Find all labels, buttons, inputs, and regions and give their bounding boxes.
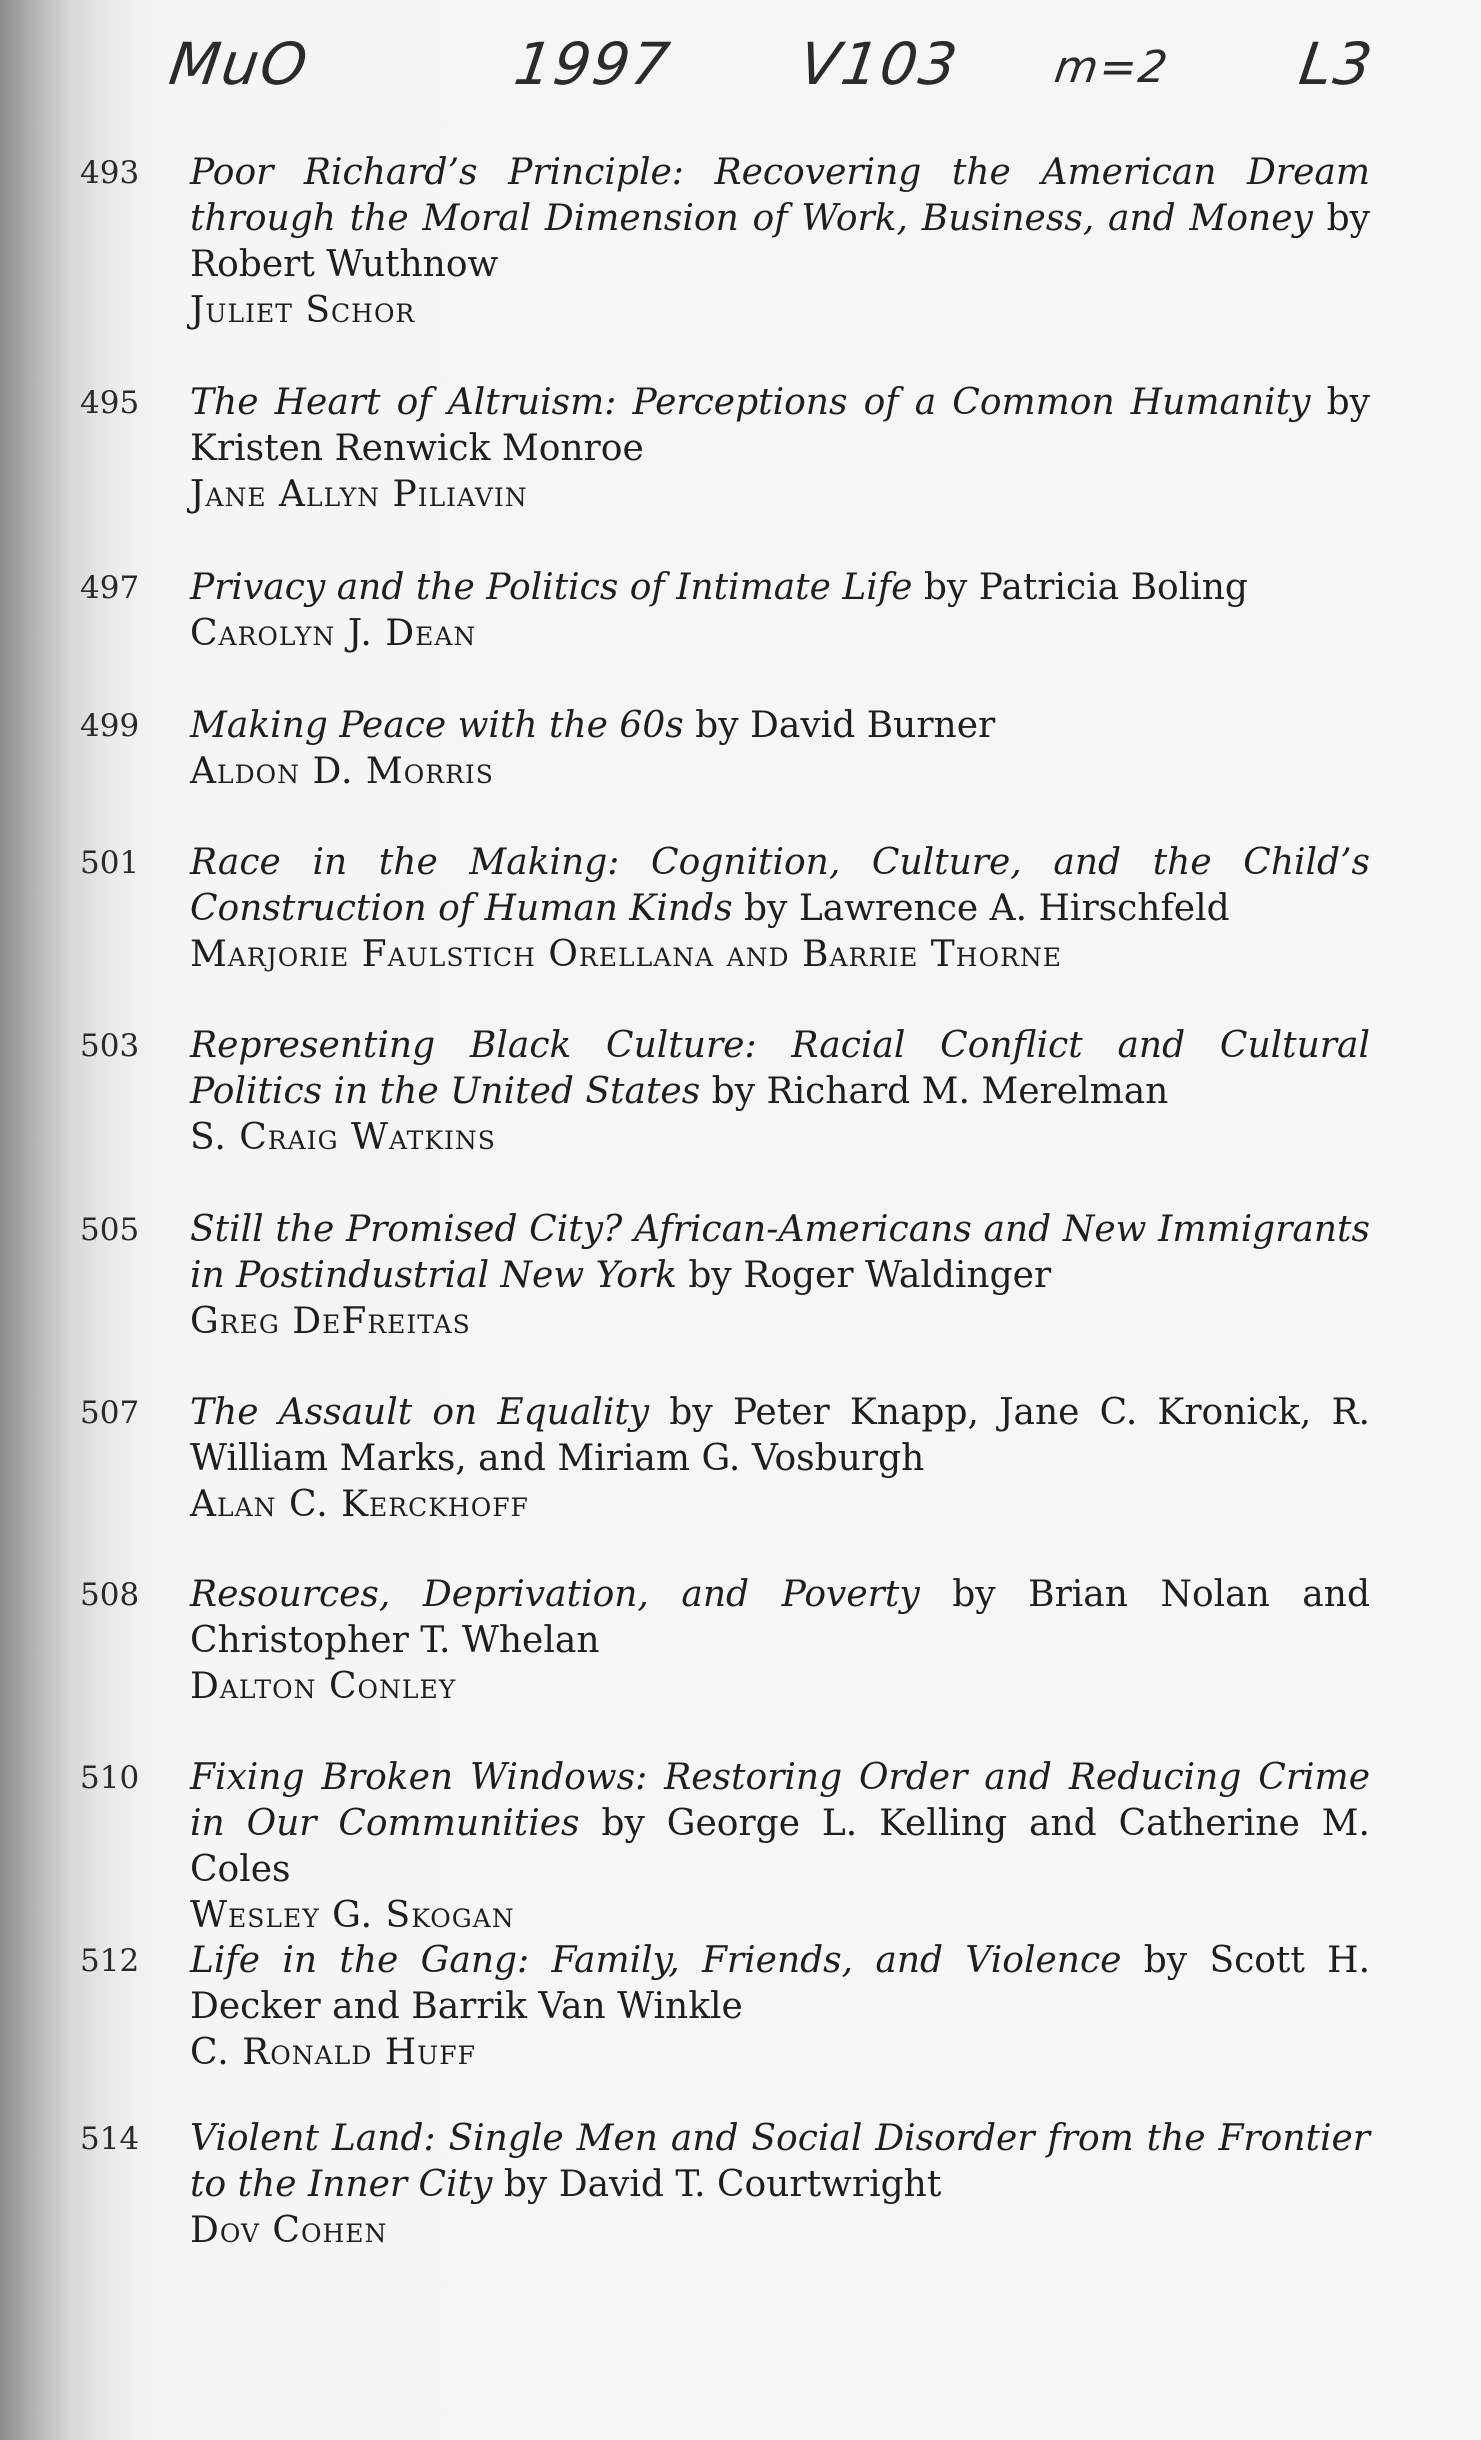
book-title: Making Peace with the 60s	[190, 705, 684, 746]
book-title: The Assault on Equality	[190, 1392, 650, 1433]
book-citation	[190, 1938, 1370, 2030]
entry-body	[190, 1572, 1370, 1710]
entry-body	[190, 2116, 1370, 2254]
book-title: The Heart of Altruism: Perceptions of a Common Humanity	[190, 382, 1311, 423]
by-word: by	[744, 888, 788, 929]
entry-body	[190, 703, 1370, 795]
by-word: by	[1326, 198, 1370, 239]
reviewer-name: Jane Allyn Piliavin	[190, 474, 528, 515]
book-author: Brian Nolan and Christopher T. Whelan	[190, 1574, 1370, 1661]
handwritten-note: 1997	[510, 30, 676, 98]
reviewer-name: Dalton Conley	[190, 1666, 457, 1707]
handwritten-note: m=2	[1051, 42, 1173, 93]
page-number: 499	[80, 708, 140, 744]
book-citation	[190, 565, 1370, 611]
entry-body	[190, 1207, 1370, 1345]
book-author: Patricia Boling	[978, 567, 1248, 608]
page-number: 512	[80, 1943, 140, 1979]
by-word: by	[688, 1255, 732, 1296]
handwritten-note: MuO	[165, 30, 314, 98]
book-author: Richard M. Merelman	[766, 1071, 1169, 1112]
book-author: Lawrence A. Hirschfeld	[798, 888, 1230, 929]
by-word: by	[695, 705, 739, 746]
entry-body	[190, 1023, 1370, 1161]
by-word: by	[503, 2164, 548, 2205]
reviewer-name: Carolyn J. Dean	[190, 613, 477, 654]
reviewer-name: Aldon D. Morris	[190, 751, 494, 792]
book-citation	[190, 703, 1370, 749]
page-number: 514	[80, 2121, 140, 2157]
by-word: by	[1326, 382, 1370, 423]
book-title: Life in the Gang: Family, Friends, and Violence	[190, 1940, 1122, 1981]
entry-body	[190, 1390, 1370, 1528]
page-number: 493	[80, 155, 140, 191]
book-title: Privacy and the Politics of Intimate Life	[190, 567, 913, 608]
page-number: 507	[80, 1395, 140, 1431]
by-word: by	[711, 1071, 756, 1112]
book-title: Poor Richard’s Principle: Recovering the American Dream through the Moral Dimension of Work, Business, and Money	[190, 152, 1370, 239]
reviewer-name: C. Ronald Huff	[190, 2032, 476, 2073]
entry-body	[190, 1755, 1370, 1939]
book-author: George L. Kelling and Catherine M. Coles	[190, 1803, 1370, 1890]
book-title: Resources, Deprivation, and Poverty	[190, 1574, 920, 1615]
entry-body	[190, 380, 1370, 518]
page-number: 497	[80, 570, 140, 606]
book-author: Scott H. Decker and Barrik Van Winkle	[190, 1940, 1371, 2027]
reviewer-name: Alan C. Kerckhoff	[190, 1484, 529, 1525]
page-number: 495	[80, 385, 140, 421]
page-number: 503	[80, 1028, 140, 1064]
by-word: by	[1143, 1940, 1188, 1981]
book-citation	[190, 1207, 1370, 1299]
reviewer-name: Wesley G. Skogan	[190, 1895, 515, 1936]
book-author: David Burner	[750, 705, 996, 746]
book-author: David T. Courtwright	[558, 2164, 942, 2205]
by-word: by	[669, 1392, 713, 1433]
entry-body	[190, 565, 1370, 657]
book-citation	[190, 380, 1370, 472]
by-word: by	[952, 1574, 996, 1615]
book-author: Robert Wuthnow	[190, 244, 499, 285]
book-citation	[190, 2116, 1370, 2208]
book-author: Peter Knapp, Jane C. Kronick, R. William Marks, and Miriam G. Vosburgh	[190, 1392, 1371, 1479]
book-title: Violent Land: Single Men and Social Disorder from the Frontier to the Inner City	[190, 2118, 1370, 2205]
reviewer-name: Juliet Schor	[190, 290, 416, 331]
reviewer-name: S. Craig Watkins	[190, 1117, 496, 1158]
reviewer-name: Marjorie Faulstich Orellana and Barrie Thorne	[190, 934, 1063, 975]
entry-body	[190, 1938, 1370, 2076]
book-citation	[190, 1023, 1370, 1115]
book-citation	[190, 840, 1370, 932]
reviewer-name: Greg DeFreitas	[190, 1301, 471, 1342]
page-number: 505	[80, 1212, 140, 1248]
page-number: 501	[80, 845, 140, 881]
book-citation	[190, 150, 1370, 288]
reviewer-name: Dov Cohen	[190, 2210, 388, 2251]
page-number: 510	[80, 1760, 140, 1796]
entry-body	[190, 150, 1370, 334]
handwritten-note: V103	[795, 30, 964, 98]
by-word: by	[601, 1803, 645, 1844]
by-word: by	[923, 567, 968, 608]
book-citation	[190, 1755, 1370, 1893]
book-title: Still the Promised City? African-Americans and New Immigrants in Postindustrial New York	[190, 1209, 1370, 1296]
book-author: Kristen Renwick Monroe	[190, 428, 644, 469]
book-title: Fixing Broken Windows: Restoring Order and Reducing Crime in Our Communities	[190, 1757, 1370, 1844]
book-author: Roger Waldinger	[743, 1255, 1052, 1296]
book-citation	[190, 1390, 1370, 1482]
entry-body	[190, 840, 1370, 978]
book-citation	[190, 1572, 1370, 1664]
page-number: 508	[80, 1577, 140, 1613]
book-title: Representing Black Culture: Racial Conflict and Cultural Politics in the United States	[190, 1025, 1370, 1112]
handwritten-annotation	[0, 0, 1481, 150]
handwritten-note: L3	[1295, 30, 1378, 98]
book-title: Race in the Making: Cognition, Culture, and the Child’s Construction of Human Kinds	[190, 842, 1370, 929]
